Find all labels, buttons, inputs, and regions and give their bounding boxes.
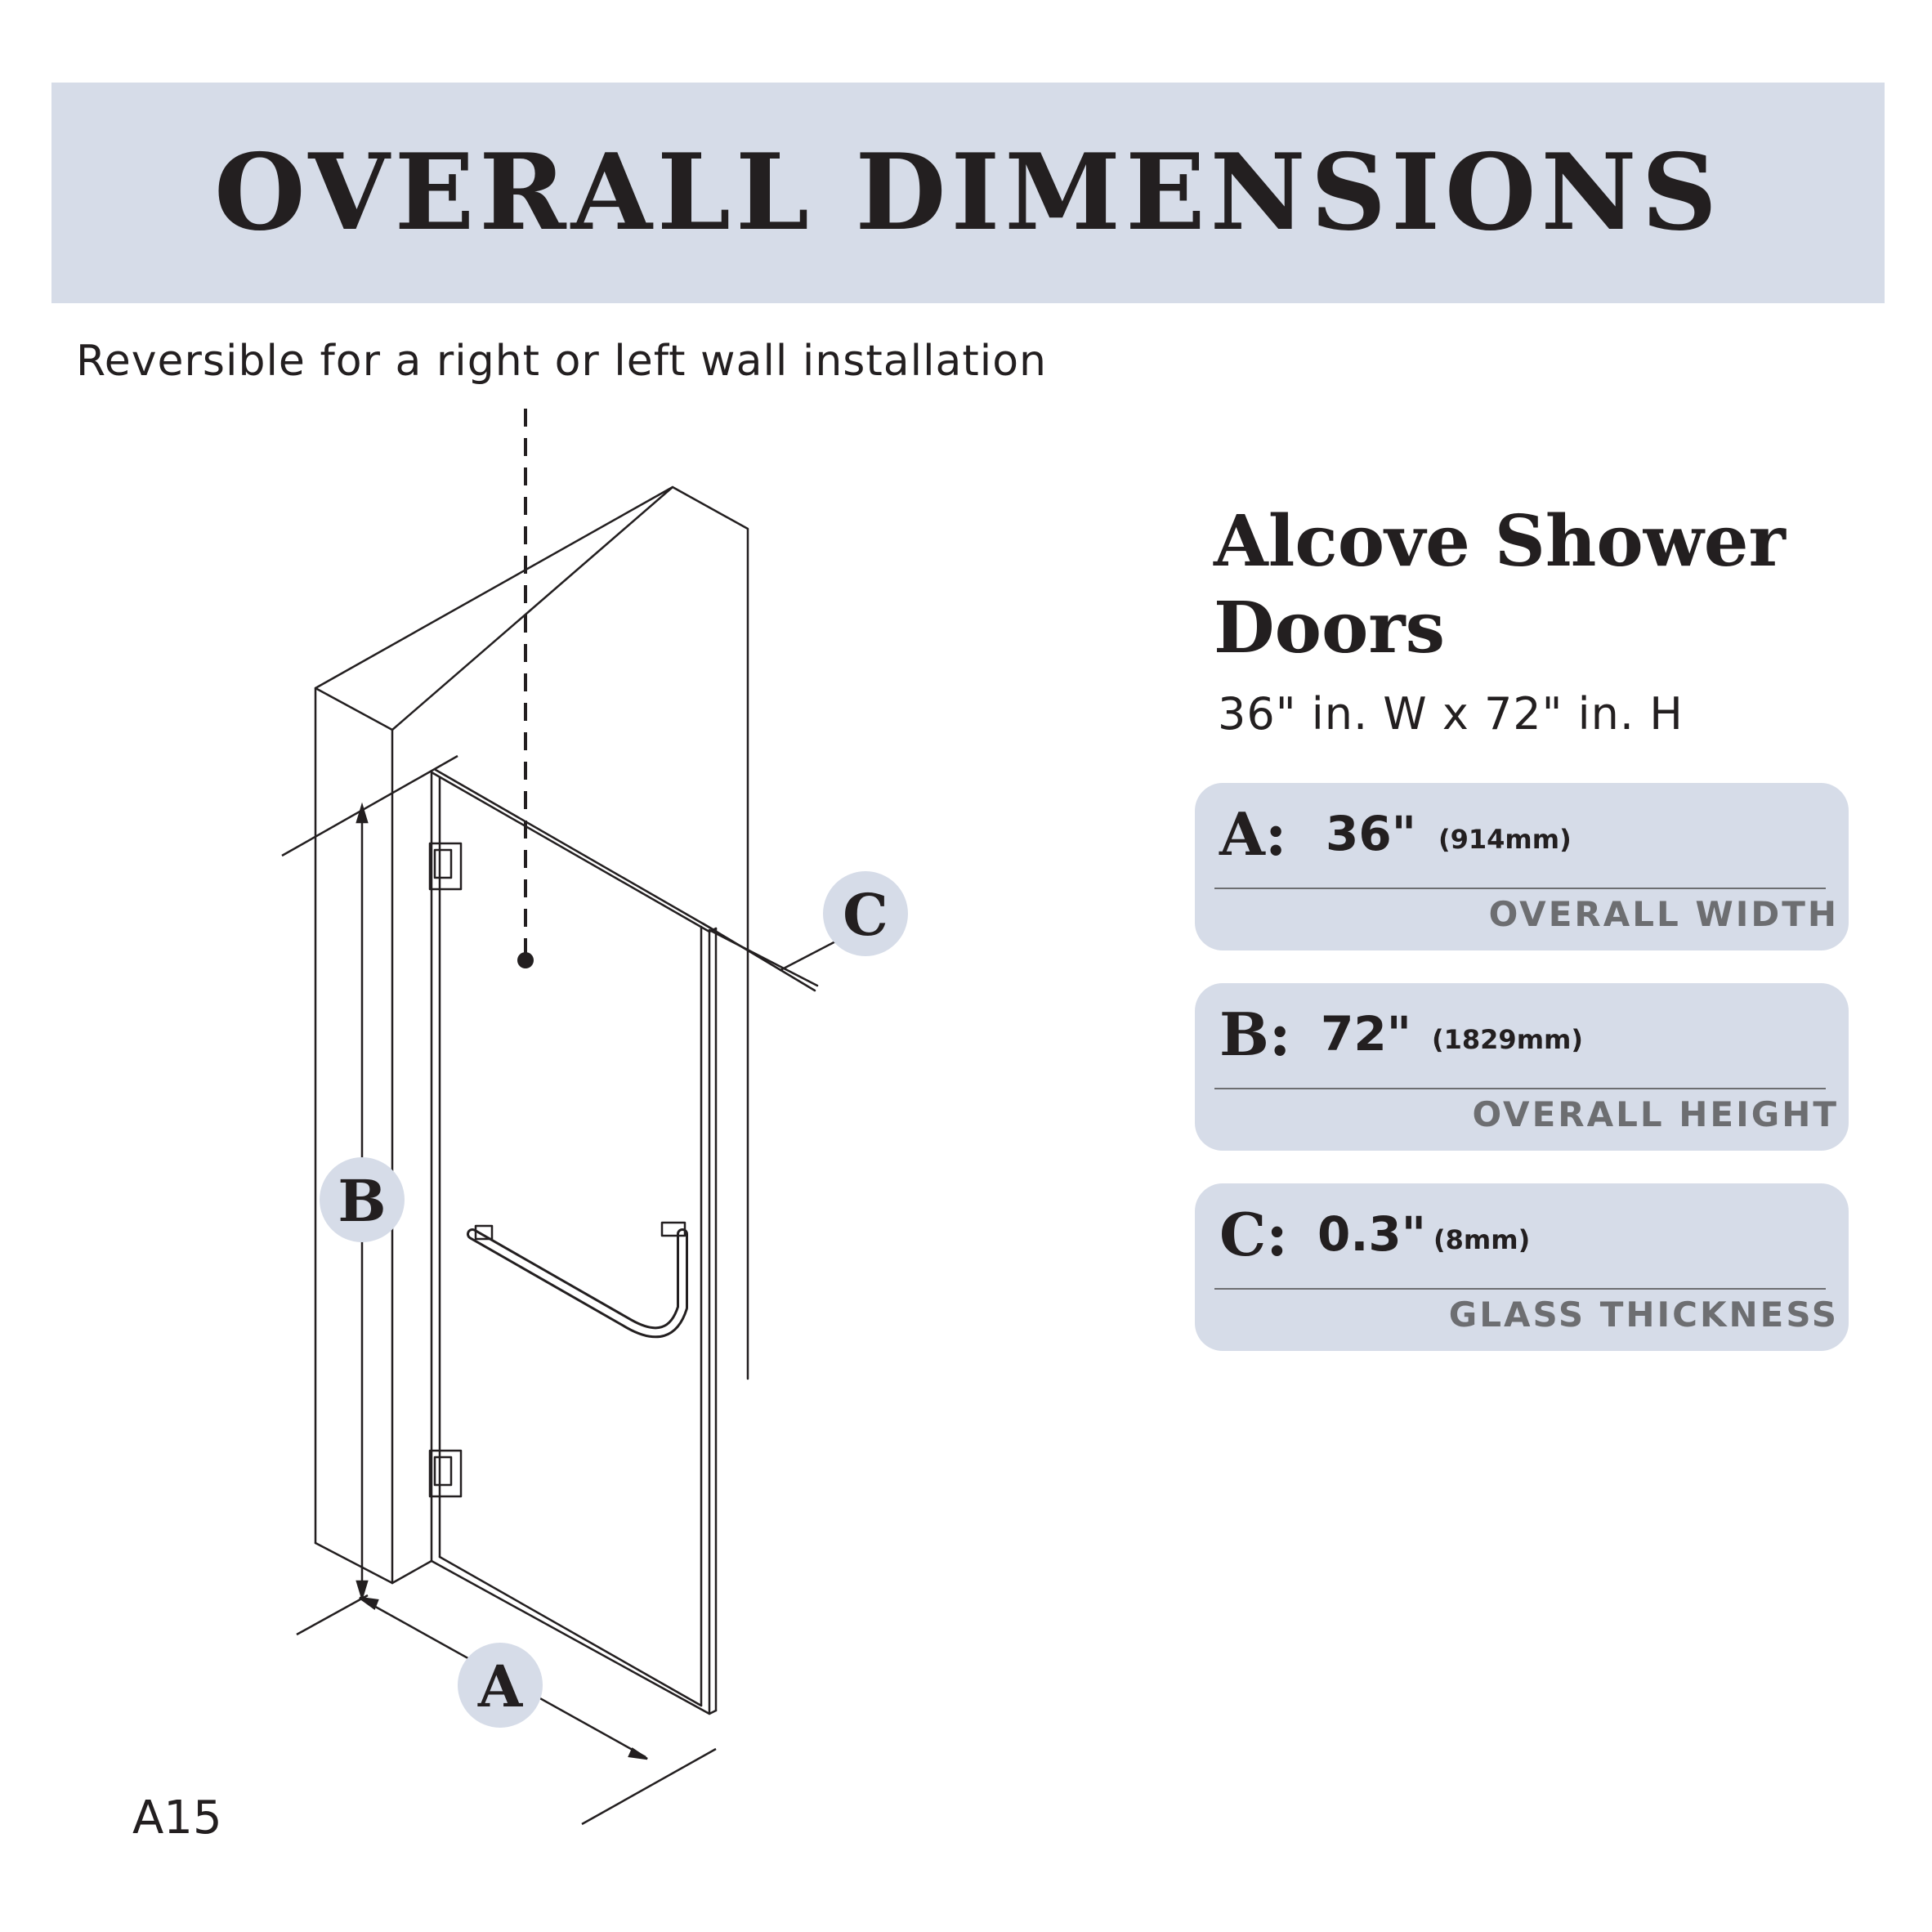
wall-top-back-edge (315, 487, 673, 688)
dimension-c-label: C (843, 881, 888, 949)
spec-divider (1214, 1088, 1826, 1089)
spec-value: 0.3" (1317, 1206, 1426, 1262)
product-size: 36" in. W x 72" in. H (1218, 688, 1684, 740)
dimension-a-arrow-right (629, 1749, 647, 1759)
spec-letter: A: (1219, 799, 1287, 869)
spec-value: 36" (1326, 806, 1416, 861)
dimension-c-edge (703, 924, 815, 991)
spec-letter: C: (1219, 1200, 1288, 1269)
spec-card-height (1195, 983, 1849, 1151)
spec-value: 72" (1321, 1006, 1411, 1062)
dimension-c-leader (780, 938, 842, 970)
wall-outline (315, 487, 748, 1543)
wall-inner-base (392, 1561, 432, 1583)
dimension-a-ext-right (582, 1749, 716, 1824)
spec-metric: (914mm) (1438, 824, 1572, 855)
installation-note: Reversible for a right or left wall installation (76, 337, 1047, 386)
note-leader-dot (517, 952, 534, 968)
spec-divider (1214, 888, 1826, 889)
hinge-top-plate (435, 850, 451, 878)
dimension-b-ext-bottom (297, 1595, 368, 1635)
hinge-bottom-plate (435, 1457, 451, 1485)
spec-description: GLASS THICKNESS (1448, 1295, 1839, 1335)
model-number: A15 (132, 1791, 222, 1845)
dimension-a-label: A (477, 1652, 523, 1720)
glass-panel-outline (432, 772, 709, 1714)
product-title: Alcove Shower Doors (1214, 500, 1786, 669)
spec-metric: (1829mm) (1432, 1024, 1583, 1055)
page-title: OVERALL DIMENSIONS (214, 132, 1722, 254)
wall-base-edge (315, 1543, 392, 1583)
spec-description: OVERALL HEIGHT (1472, 1094, 1839, 1134)
spec-card-thickness (1195, 1183, 1849, 1351)
dimension-c-edge-2 (709, 930, 817, 986)
dimension-a-arrow-left (360, 1598, 378, 1608)
glass-panel-top-edge (436, 770, 713, 929)
spec-letter: B: (1219, 1000, 1291, 1069)
spec-divider (1214, 1288, 1826, 1290)
spec-description: OVERALL WIDTH (1488, 894, 1839, 934)
dimension-b-label: B (338, 1167, 387, 1235)
dimension-b-arrow-bottom (357, 1581, 367, 1598)
spec-metric: (8mm) (1433, 1224, 1531, 1255)
spec-card-width (1195, 783, 1849, 950)
